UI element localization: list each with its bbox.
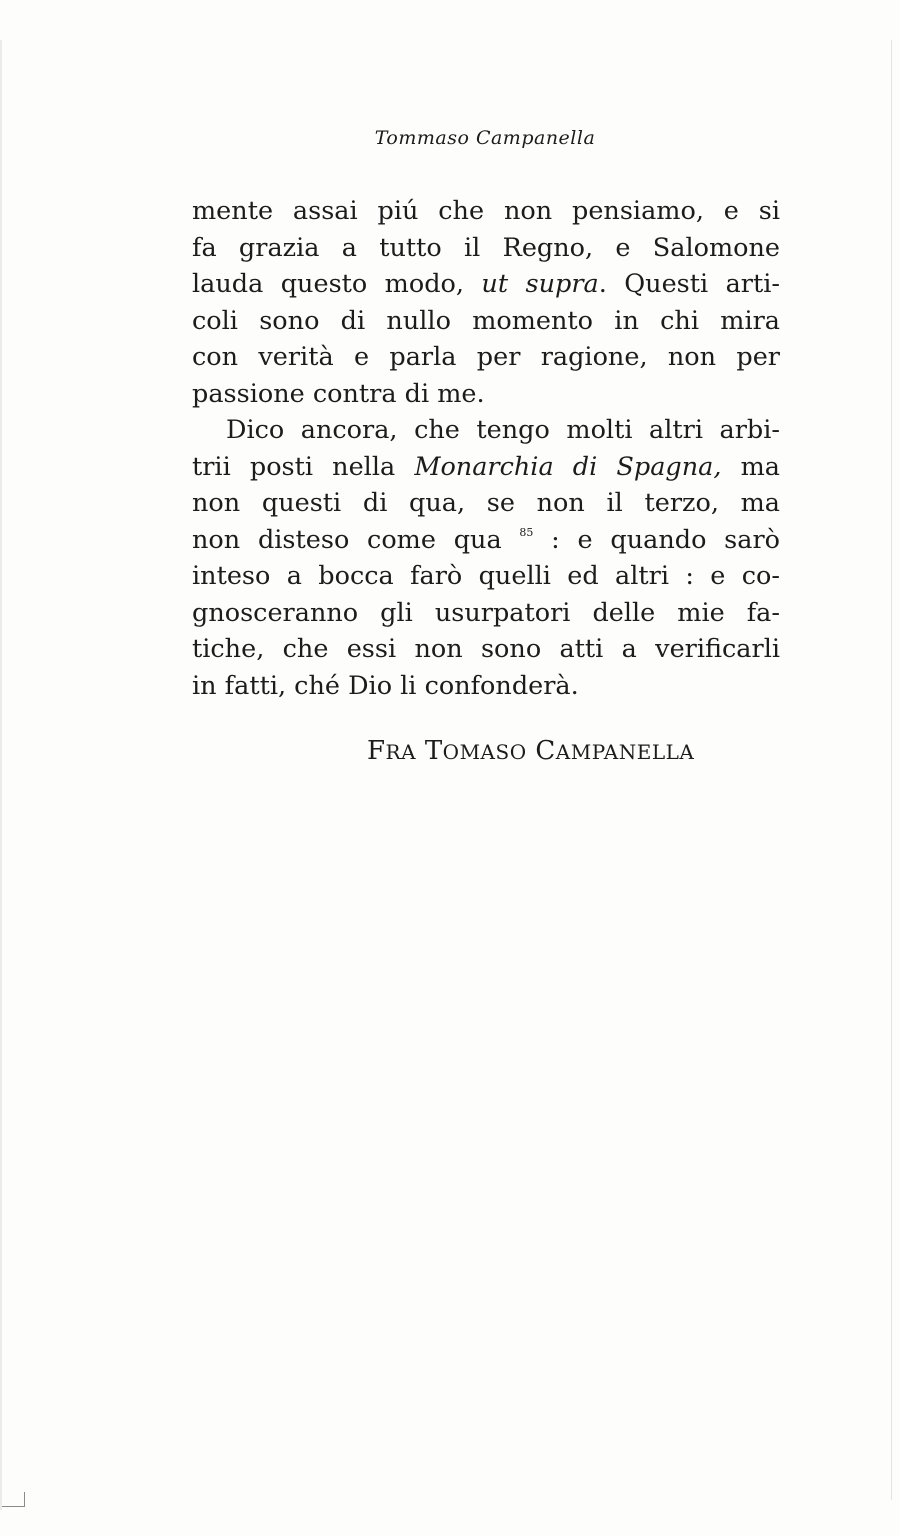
text-run: ma [721, 451, 780, 482]
text-line: fa grazia a tutto il Regno, e Salomone [192, 232, 780, 263]
text-line: non questi di qua, se non il terzo, ma [192, 488, 780, 518]
text-line [192, 522, 780, 559]
text-line: coli sono di nullo momento in chi mira [192, 305, 780, 336]
signature-smallcaps: RA [385, 740, 417, 764]
text-run: trii posti nella [192, 451, 415, 482]
text-line [192, 449, 780, 486]
author-signature [367, 736, 694, 766]
text-run: non disteso come qua [192, 524, 520, 555]
text-line: mente assai piú che non pensiamo, e si [192, 196, 780, 226]
signature-cap: C [535, 736, 556, 766]
text-run: . Questi arti- [598, 269, 780, 299]
italic-book-title: Monarchia di Spagna, [414, 451, 722, 482]
italic-phrase: ut supra [481, 269, 599, 299]
signature-cap: T [424, 736, 443, 766]
text-run: lauda questo modo, [192, 269, 482, 299]
text-line: tiche, che essi non sono atti a verificarli [192, 634, 780, 664]
text-run: : e quando sarò [533, 524, 780, 555]
signature-smallcaps: AMPANELLA [555, 740, 695, 764]
text-line [192, 266, 780, 303]
text-line: inteso a bocca farò quelli ed altri : e co- [192, 561, 780, 591]
page-edge-right [891, 40, 892, 1500]
paragraph-start-line: Dico ancora, che tengo molti altri arbi- [226, 415, 780, 445]
text-line: con verità e parla per ragione, non per [192, 342, 780, 372]
running-header: Tommaso Campanella [374, 127, 596, 149]
footnote-marker: 85 [519, 525, 534, 539]
text-line: gnosceranno gli usurpatori delle mie fa- [192, 597, 780, 628]
signature-smallcaps: OMASO [442, 740, 527, 764]
paragraph-end-line: in fatti, ché Dio li confonderà. [192, 670, 579, 701]
paragraph-end-line: passione contra di me. [192, 378, 485, 409]
body-text [192, 193, 780, 704]
page-edge-left [0, 40, 2, 1510]
signature-cap: F [367, 736, 386, 766]
scan-corner-mark [2, 1492, 25, 1507]
